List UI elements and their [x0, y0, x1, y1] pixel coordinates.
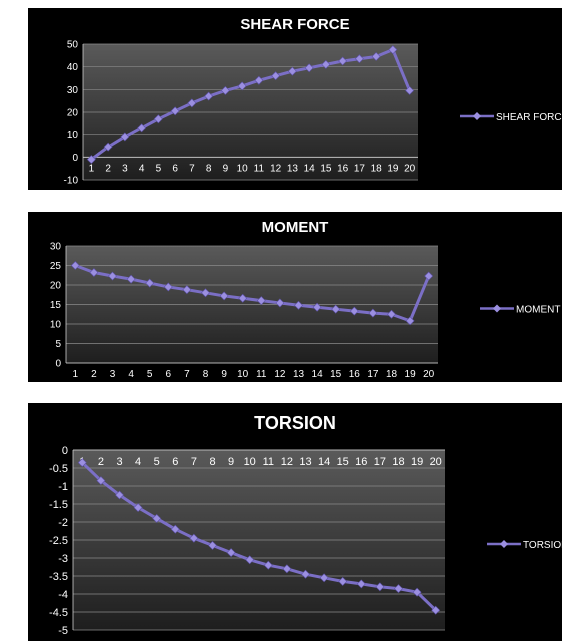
x-tick-label: 3 [122, 163, 128, 175]
x-tick-label: 20 [423, 369, 435, 380]
x-tick-label: 17 [373, 456, 387, 468]
legend-marker [493, 305, 501, 313]
shear-force-chart-panel [28, 8, 569, 190]
legend-label: SHEAR FORCE [496, 112, 569, 123]
x-tick-label: 11 [253, 163, 265, 175]
legend-marker [500, 540, 508, 548]
x-tick-label: 8 [209, 456, 216, 468]
x-tick-label: 15 [336, 456, 349, 468]
x-tick-label: 10 [236, 163, 248, 175]
y-tick-label: 20 [66, 107, 78, 119]
torsion-chart-panel [28, 403, 569, 641]
x-tick-label: 1 [72, 369, 79, 380]
y-tick-label: 0 [72, 152, 78, 164]
y-tick-label: -4.5 [49, 606, 68, 619]
y-tick-label: 10 [66, 130, 78, 142]
x-tick-label: 17 [367, 369, 379, 380]
y-tick-label: 25 [49, 261, 61, 272]
y-tick-label: -2 [58, 516, 68, 529]
x-tick-label: 11 [256, 369, 267, 380]
y-tick-label: 15 [49, 300, 61, 311]
x-tick-label: 9 [228, 456, 235, 468]
moment-chart [28, 212, 562, 382]
y-tick-label: 10 [49, 319, 61, 331]
chart-title: SHEAR FORCE [240, 16, 350, 33]
y-tick-label: -4 [58, 588, 68, 601]
x-tick-label: 3 [116, 456, 123, 468]
x-tick-label: 10 [243, 456, 256, 468]
torsion-chart [28, 403, 569, 641]
x-tick-label: 15 [330, 369, 342, 380]
x-tick-label: 12 [274, 369, 286, 380]
x-tick-label: 4 [138, 163, 145, 175]
shear-force-chart [28, 8, 569, 190]
x-tick-label: 7 [189, 163, 195, 175]
x-tick-label: 10 [237, 369, 249, 380]
x-tick-label: 16 [348, 369, 360, 380]
x-tick-label: 3 [109, 369, 116, 380]
chart-title: MOMENT [261, 219, 329, 236]
y-tick-label: 30 [49, 241, 61, 253]
y-tick-label: 0 [55, 358, 61, 370]
y-tick-label: -0.5 [49, 462, 68, 475]
y-tick-label: -2.5 [49, 534, 68, 547]
y-tick-label: -5 [58, 624, 68, 637]
x-tick-label: 19 [387, 163, 399, 175]
y-tick-label: -10 [63, 175, 78, 187]
x-tick-label: 8 [205, 163, 212, 175]
x-tick-label: 14 [317, 456, 331, 468]
x-tick-label: 12 [270, 163, 282, 175]
y-tick-label: -3 [58, 552, 68, 565]
x-tick-label: 15 [320, 163, 332, 175]
x-tick-label: 16 [337, 163, 349, 175]
x-tick-label: 12 [280, 456, 294, 468]
x-tick-label: 8 [202, 369, 209, 380]
y-tick-label: 30 [66, 84, 78, 96]
x-tick-label: 4 [128, 369, 134, 380]
x-tick-label: 5 [155, 163, 162, 175]
x-tick-label: 14 [311, 369, 323, 380]
x-tick-label: 20 [404, 163, 416, 175]
legend-label: MOMENT [516, 304, 561, 316]
x-tick-label: 6 [172, 163, 178, 175]
x-tick-label: 18 [370, 163, 382, 175]
x-tick-label: 19 [410, 456, 424, 468]
x-tick-label: 6 [172, 456, 179, 468]
x-tick-label: 6 [165, 369, 172, 380]
x-tick-label: 5 [146, 369, 153, 380]
x-tick-label: 2 [97, 456, 104, 468]
y-tick-label: 50 [66, 39, 78, 51]
y-tick-label: 0 [61, 444, 68, 457]
x-tick-label: 18 [392, 456, 405, 468]
y-tick-label: 40 [66, 62, 78, 74]
x-tick-label: 19 [404, 369, 416, 380]
x-tick-label: 5 [153, 456, 160, 468]
legend-label: TORSION [523, 540, 569, 551]
x-tick-label: 1 [88, 163, 95, 175]
y-tick-label: -3.5 [49, 570, 68, 583]
x-tick-label: 7 [190, 456, 197, 468]
x-tick-label: 9 [222, 163, 229, 175]
x-tick-label: 4 [135, 456, 142, 468]
x-tick-label: 13 [292, 369, 305, 380]
x-tick-label: 11 [262, 456, 275, 468]
x-tick-label: 9 [221, 369, 227, 380]
x-tick-label: 17 [353, 163, 365, 175]
x-tick-label: 2 [105, 163, 111, 175]
y-tick-label: -1 [58, 480, 68, 493]
x-tick-label: 13 [286, 163, 298, 175]
y-tick-label: 20 [49, 280, 61, 292]
x-tick-label: 7 [184, 369, 190, 380]
y-tick-label: 5 [55, 339, 61, 350]
x-tick-label: 13 [299, 456, 312, 468]
moment-chart-panel [28, 212, 562, 382]
x-tick-label: 16 [355, 456, 368, 468]
x-tick-label: 14 [303, 163, 315, 175]
y-tick-label: -1.5 [49, 498, 68, 511]
x-tick-label: 2 [91, 369, 97, 380]
chart-title: TORSION [254, 413, 336, 433]
legend-marker [473, 112, 481, 120]
x-tick-label: 18 [385, 369, 398, 380]
x-tick-label: 20 [429, 456, 442, 468]
